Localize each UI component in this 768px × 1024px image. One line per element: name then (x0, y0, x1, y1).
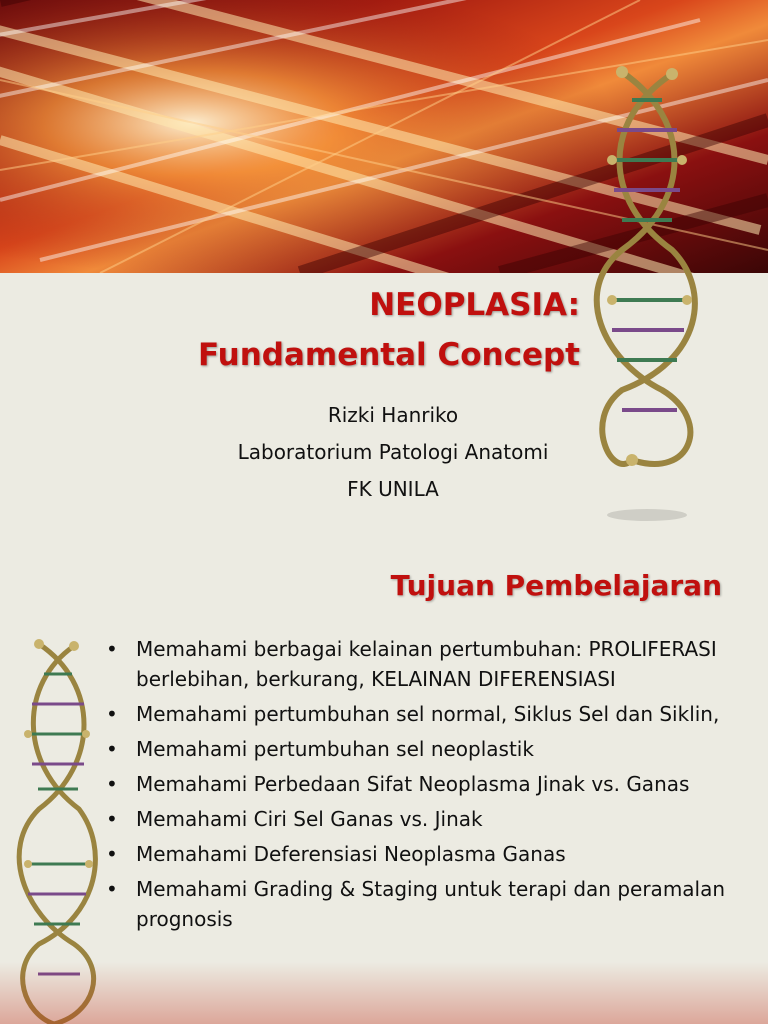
list-item-text: Memahami Deferensiasi Neoplasma Ganas (136, 842, 566, 866)
bullet-marker: • (106, 737, 118, 761)
slide-title-line-1: NEOPLASIA: (369, 287, 580, 323)
list-item (104, 699, 744, 729)
list-item (104, 734, 744, 764)
bottom-glow-decoration (0, 962, 768, 1024)
list-item-text: Memahami pertumbuhan sel neoplastik (136, 737, 534, 761)
list-item (104, 804, 744, 834)
dna-helix-illustration (592, 60, 702, 530)
section-heading: Tujuan Pembelajaran (390, 569, 722, 602)
bullet-marker: • (106, 772, 118, 796)
author-name: Rizki Hanriko (327, 403, 459, 427)
institution-name: FK UNILA (347, 477, 439, 501)
bullet-marker: • (106, 842, 118, 866)
list-item-text: Memahami Perbedaan Sifat Neoplasma Jinak vs. Ganas (136, 772, 690, 796)
slide-title-line-2: Fundamental Concept (198, 337, 580, 373)
bullet-marker: • (106, 702, 118, 726)
bullet-marker: • (106, 807, 118, 831)
bullet-marker: • (106, 877, 118, 901)
objectives-list (104, 634, 744, 939)
department-name: Laboratorium Patologi Anatomi (237, 440, 549, 464)
list-item-text: Memahami Ciri Sel Ganas vs. Jinak (136, 807, 483, 831)
objectives-slide (0, 530, 768, 1024)
list-item (104, 839, 744, 869)
list-item (104, 634, 744, 694)
list-item (104, 874, 744, 934)
dna-helix-illustration-small (14, 634, 104, 1024)
list-item (104, 769, 744, 799)
list-item-text: Memahami pertumbuhan sel normal, Siklus Sel dan Siklin, (136, 702, 720, 726)
list-item-text: Memahami Grading & Staging untuk terapi dan peramalan prognosis (136, 877, 726, 931)
list-item-text: Memahami berbagai kelainan pertumbuhan: PROLIFERASI berlebihan, berkurang, KELAINAN DIFERENSIASI (136, 637, 717, 691)
bullet-marker: • (106, 637, 118, 661)
